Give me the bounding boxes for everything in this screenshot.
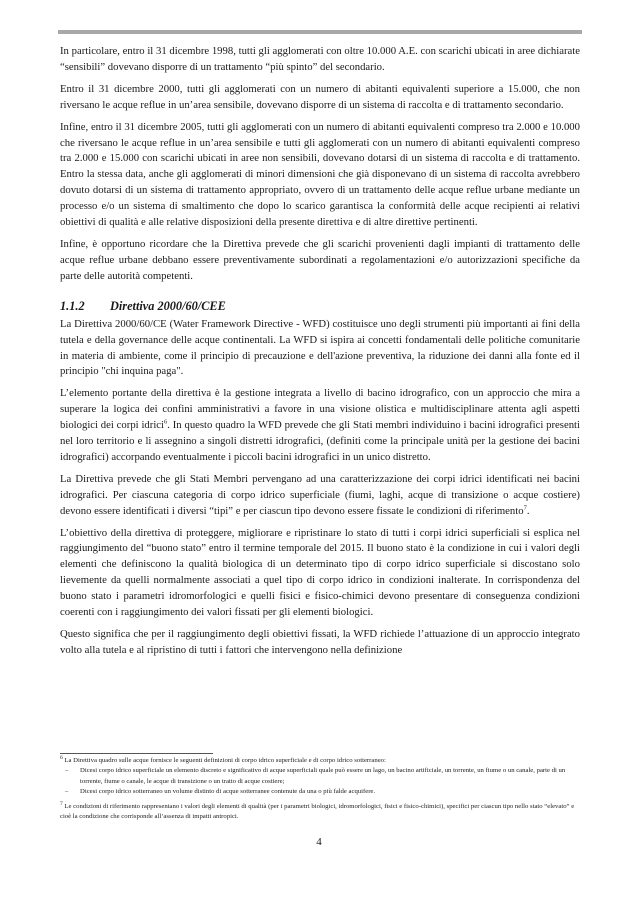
list-item [60, 766, 582, 787]
paragraph: Infine, entro il 31 dicembre 2005, tutti gli agglomerati con un numero di abitanti equivalenti compreso tra 2.000 e 10.000 che riversano le acque reflue in un’area sensibile e tutti gli agglomerati con un numero di abitanti equivalenti compreso tra 2.000 e 15.000 con scarichi ubicati in aree non sensibili, dovevano dotarsi di un sistema di raccolta e di trattamento. Entro la stessa data, anche gli agglomerati di minori dimensioni che già disponevano di un sistema di raccolta avrebbero dovuto dotarsi di un sistema di trattamento appropriato, ovvero di un trattamento delle acque reflue urbane mediante un processo e/o un sistema di smaltimento che dopo lo scarico garantisca la conformità delle acque recipienti ai relativi obiettivi di qualità e alle relative disposizioni della presente direttiva e di altre direttive pertinenti. [60, 120, 580, 229]
footnote-6 [60, 756, 582, 766]
paragraph [60, 472, 580, 520]
footnote-list [60, 766, 582, 797]
paragraph-text: La Direttiva prevede che gli Stati Membri pervengano ad una caratterizzazione dei corpi idrici identificati nei bacini idrografici. Per ciascuna categoria di corpo idrico superficiale (fiumi, laghi, acque di transizione o acque costiere) devono essere identificati i diversi “tipi” e per ciascun tipo devono essere fissate le condizioni di riferimento [60, 472, 580, 517]
footnote-separator [60, 753, 213, 754]
footnote-7 [60, 802, 582, 823]
section-title: Direttiva 2000/60/CEE [110, 298, 226, 313]
paragraph-text: . [526, 504, 530, 517]
header-rule [58, 30, 582, 34]
paragraph [60, 386, 580, 466]
footnotes [60, 756, 582, 823]
section-number: 1.1.2 [60, 298, 85, 313]
paragraph: Questo significa che per il raggiungimento degli obiettivi fissati, la WFD richiede l’attuazione di un approccio integrato volto alla tutela e al ripristino di tutti i fattori che intervengono nella definizione [60, 628, 580, 656]
paragraph: Entro il 31 dicembre 2000, tutti gli agglomerati con un numero di abitanti equivalenti superiore a 15.000, che non riversano le acque reflue in un’area sensibile, dovevano disporre di un sistema di raccolta e di trattamento secondario. [60, 82, 580, 111]
list-item-text: Dicesi corpo idrico sotterraneo un volume distinto di acque sotterranee contenute da una o più falde acquifere. [80, 787, 376, 795]
dash-bullet: – [65, 767, 69, 775]
section-heading [60, 298, 580, 315]
page-body [60, 44, 580, 665]
paragraph-text: L’elemento portante della direttiva è la gestione integrata a livello di bacino idrografico, con un approccio che mira a superare la logica dei confini amministrativi a favore in una visione olistica e multidisciplinare attenta agli aspetti biologici dei corpi idrici [60, 387, 580, 432]
dash-bullet: – [65, 787, 69, 795]
footnote-ref[interactable]: 7 [523, 504, 527, 512]
footnote-text: La Direttiva quadro sulle acque fornisce le seguenti definizioni di corpo idrico superficiale e di corpo idrico sotterraneo: [62, 757, 386, 764]
list-item [60, 787, 582, 797]
paragraph: L’obiettivo della direttiva di proteggere, migliorare e ripristinare lo stato di tutti i corpi idrici superficiali si esplica nel raggiungimento del “buono stato” entro il termine temporale del 2015. Il buono stato è la condizione in cui i valori degli elementi che definiscono la qualità biologica di un determinato tipo di corpo idrico superficiale si discostano solo lievemente da quelli normalmente associati a quel tipo di corpo idrico in condizioni inalterate. In corrispondenza del buono stato i parametri idromorfologici e quelli fisici e fisico-chimici devono presentare di conseguenza condizioni coerenti con i raggiungimento dei valori fissati per gli elementi biologici. [60, 526, 580, 619]
footnote-text: Le condizioni di riferimento rappresentano i valori degli elementi di qualità (per i parametri biologici, idromorfologici, fisici e fisico-chimici), specifici per ciascun tipo nello stato “elevato” e cioè la condizione che corrisponde all’assenza di impatti antropici. [60, 803, 575, 821]
list-item-text: Dicesi corpo idrico superficiale un elemento discreto e significativo di acque superficiali quale può essere un lago, un bacino artificiale, un torrente, un fiume o un canale, parte di un torrente, fiume o canale, le acque di transizione o un tratto di acque costiere; [80, 767, 566, 785]
paragraph: Infine, è opportuno ricordare che la Direttiva prevede che gli scarichi provenienti dagli impianti di trattamento delle acque reflue urbane debbano essere preventivamente subordinati a regolamentazioni e/o autorizzazioni specifiche da parte delle autorità competenti. [60, 237, 580, 282]
footnote-number: 6 [60, 754, 63, 761]
paragraph-text: . In questo quadro la WFD prevede che gli Stati membri individuino i bacini idrografici presenti nel loro territorio e li assegnino a singoli distretti idrografici, (definiti come la principale unità per la gestione dei bacini idrografici) accorpando eventualmente i piccoli bacini idrografici in un unico distretto. [60, 419, 580, 463]
paragraph: In particolare, entro il 31 dicembre 1998, tutti gli agglomerati con oltre 10.000 A.E. con scarichi ubicati in aree dichiarate “sensibili” dovevano disporre di un trattamento “più spinto” del secondario. [60, 45, 580, 73]
footnote-ref[interactable]: 6 [164, 418, 168, 426]
page-number: 4 [316, 836, 322, 848]
footnote-number: 7 [60, 800, 63, 807]
paragraph: La Direttiva 2000/60/CE (Water Framework Directive - WFD) costituisce uno degli strumenti più importanti ai fini della tutela e della governance delle acque continentali. La WFD si ispira ai concetti fondamentali delle politiche comunitarie in materia di ambiente, come il principio di precauzione e dell'azione preventiva, la riduzione dei danni alla fonte ed il principio "chi inquina paga". [60, 317, 580, 378]
